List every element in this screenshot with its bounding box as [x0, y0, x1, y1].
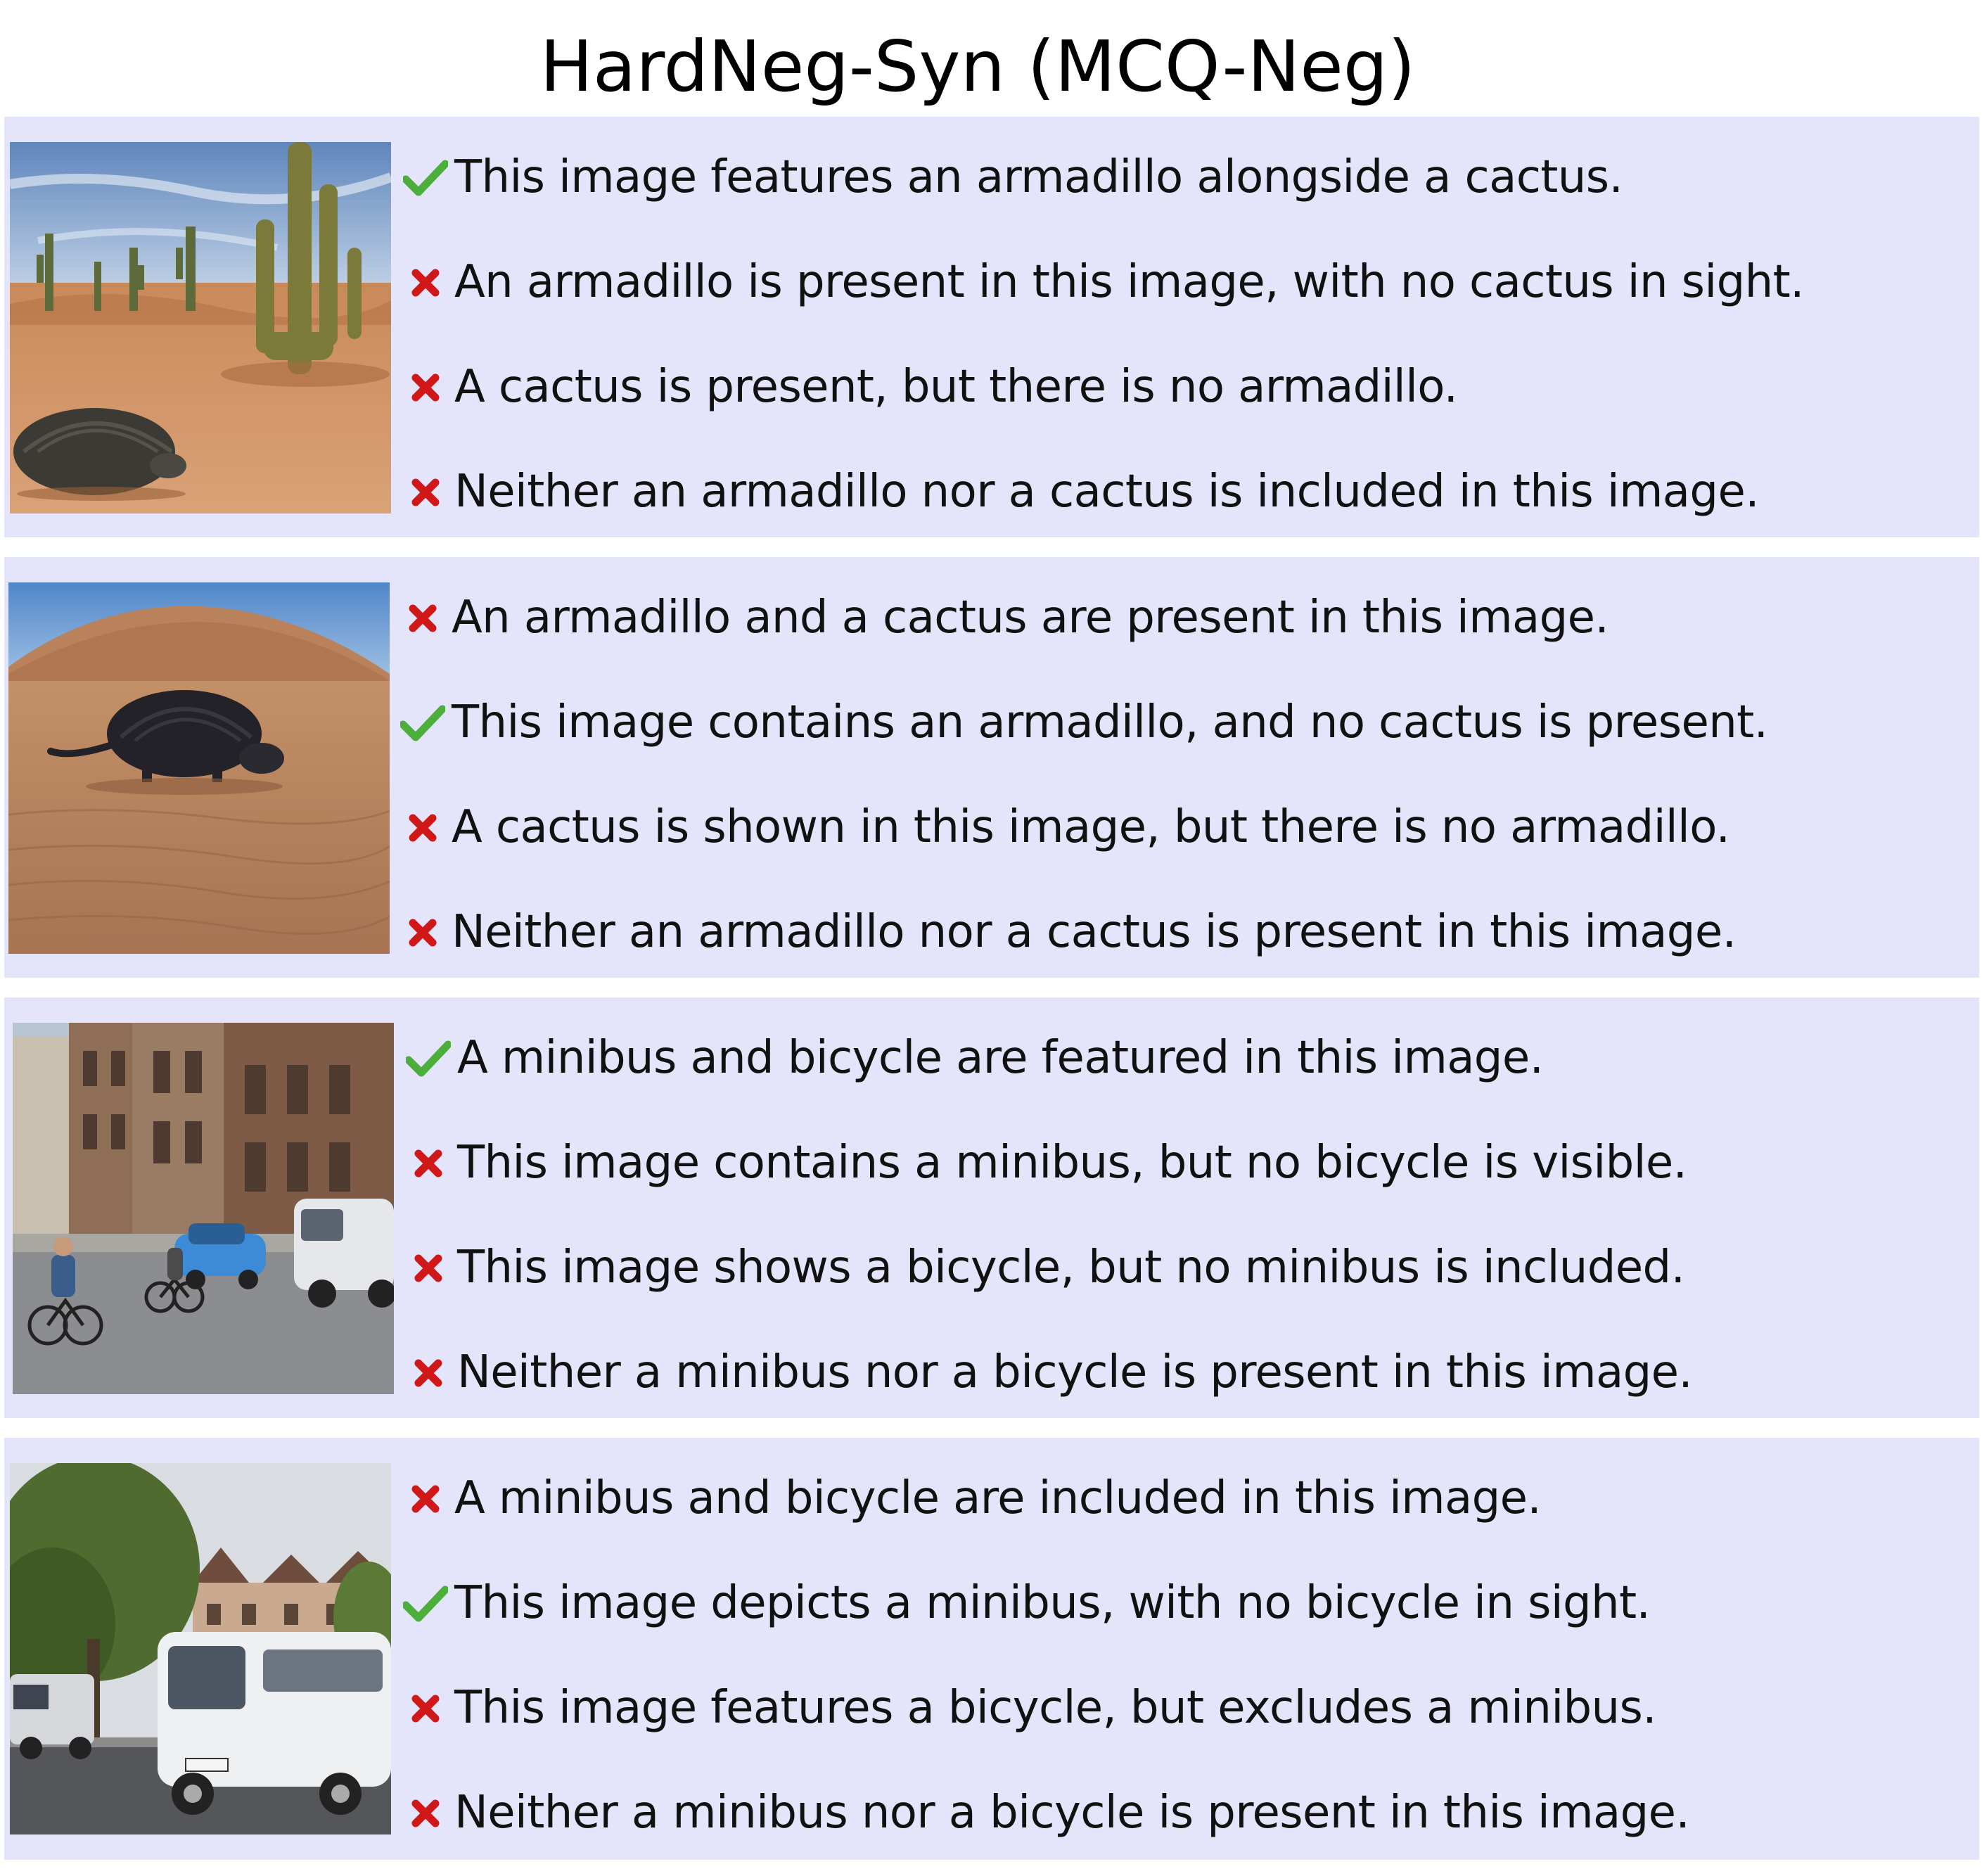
option-row: [394, 566, 1976, 670]
check-icon: [399, 1006, 457, 1111]
option-row: [399, 1006, 1982, 1111]
cross-icon: [397, 335, 454, 440]
panel-4-image: [10, 1463, 391, 1834]
option-row: [397, 440, 1979, 544]
option-row: [397, 1656, 1979, 1761]
option-text: A minibus and bicycle are included in this image.: [454, 1472, 1542, 1524]
cross-icon: [399, 1320, 457, 1425]
option-text: An armadillo is present in this image, with no cactus in sight.: [454, 256, 1804, 308]
option-text: This image features a bicycle, but excludes a minibus.: [454, 1682, 1656, 1734]
option-text: Neither a minibus nor a bicycle is present in this image.: [457, 1346, 1693, 1398]
example-panel-3: [4, 997, 1979, 1418]
cross-icon: [397, 1446, 454, 1551]
option-row: [397, 335, 1979, 440]
panel-4-options: [397, 1446, 1979, 1865]
option-row: [394, 670, 1976, 775]
option-text: Neither a minibus nor a bicycle is present in this image.: [454, 1787, 1690, 1839]
panel-1-options: [397, 125, 1979, 544]
check-icon: [394, 670, 452, 775]
panel-3-options: [399, 1006, 1982, 1425]
cross-icon: [394, 566, 452, 670]
panel-2-options: [394, 566, 1976, 985]
check-icon: [397, 125, 454, 230]
option-text: An armadillo and a cactus are present in this image.: [452, 592, 1609, 644]
option-row: [397, 125, 1979, 230]
cross-icon: [397, 1656, 454, 1761]
option-row: [397, 1446, 1979, 1551]
option-row: [394, 880, 1976, 985]
option-row: [399, 1111, 1982, 1215]
cross-icon: [397, 230, 454, 335]
option-text: A cactus is present, but there is no armadillo.: [454, 361, 1458, 413]
option-row: [394, 775, 1976, 880]
cross-icon: [397, 1761, 454, 1865]
option-text: This image features an armadillo alongside a cactus.: [454, 151, 1623, 203]
option-text: A minibus and bicycle are featured in this image.: [457, 1032, 1544, 1084]
option-row: [399, 1320, 1982, 1425]
cross-icon: [394, 775, 452, 880]
example-panel-1: [4, 117, 1979, 537]
option-text: This image contains a minibus, but no bicycle is visible.: [457, 1137, 1687, 1189]
check-icon: [397, 1551, 454, 1656]
figure-title: HardNeg-Syn (MCQ-Neg): [539, 25, 1416, 108]
option-text: A cactus is shown in this image, but there is no armadillo.: [452, 801, 1730, 853]
option-text: This image contains an armadillo, and no cactus is present.: [452, 696, 1768, 748]
option-text: Neither an armadillo nor a cactus is included in this image.: [454, 466, 1759, 518]
panel-1-image: [10, 142, 391, 513]
example-panel-2: [4, 557, 1979, 978]
option-text: Neither an armadillo nor a cactus is present in this image.: [452, 906, 1737, 958]
option-text: This image depicts a minibus, with no bicycle in sight.: [454, 1577, 1651, 1629]
option-row: [397, 1551, 1979, 1656]
panel-3-image: [13, 1023, 394, 1394]
cross-icon: [394, 880, 452, 985]
panel-2-image: [8, 582, 390, 954]
option-row: [397, 1761, 1979, 1865]
example-panel-4: [4, 1438, 1979, 1860]
option-row: [399, 1215, 1982, 1320]
option-row: [397, 230, 1979, 335]
cross-icon: [399, 1111, 457, 1215]
option-text: This image shows a bicycle, but no minibus is included.: [457, 1242, 1685, 1294]
cross-icon: [399, 1215, 457, 1320]
cross-icon: [397, 440, 454, 544]
